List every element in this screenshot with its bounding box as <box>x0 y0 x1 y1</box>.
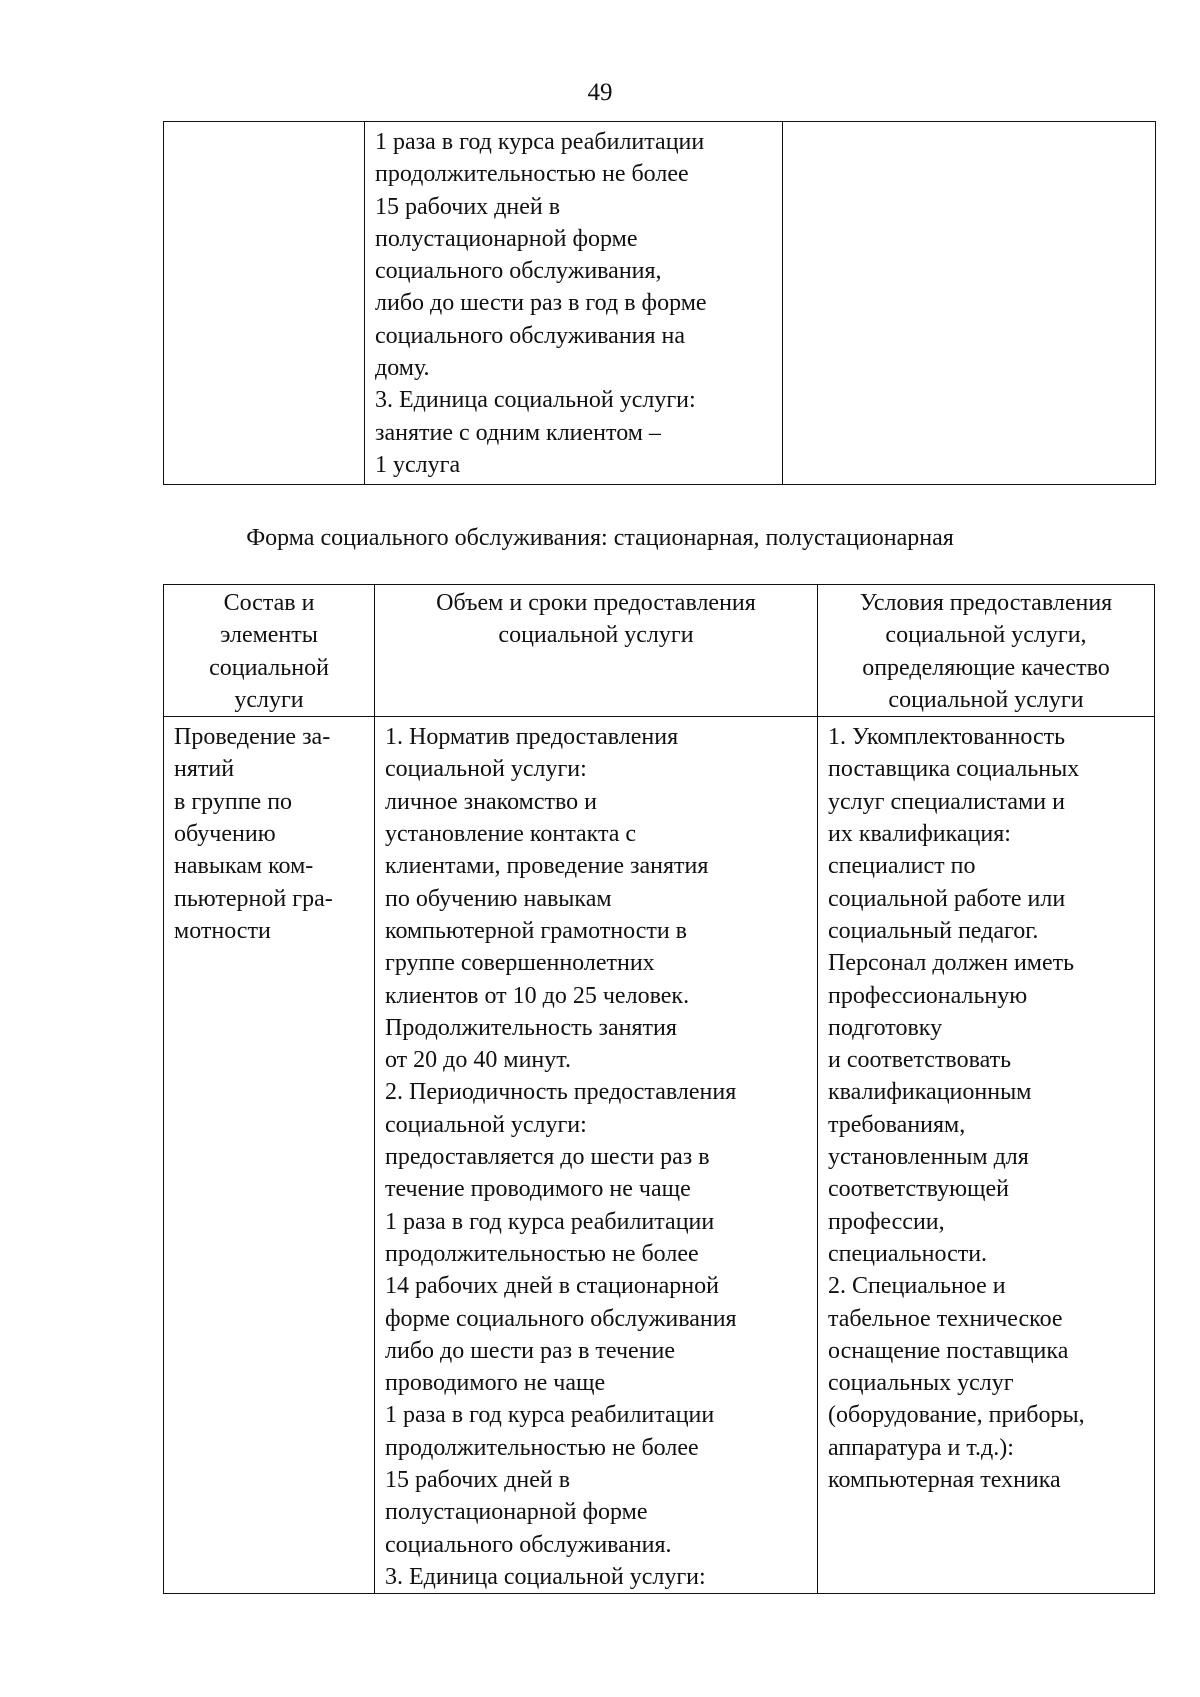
table-cell-service-name <box>164 717 375 1594</box>
table-cell-service-name <box>164 122 365 485</box>
table-row <box>164 122 1156 485</box>
cell-text: 1. Норматив предоставления социальной услуги: личное знакомство и установление контакта с клиентами, проведение занятия по обучению навыкам компьютерной грамотности в группе совершеннолетних клиентов от 10 до 25 человек. Продолжительность занятия от 20 до 40 минут. 2. Периодичность предоставления социальной услуги: предоставляется до шести раз в течение проводимого не чаще 1 раза в год курса реабилитации продолжительностью не более 14 рабочих дней в стационарной форме социального обслуживания либо до шести раз в течение проводимого не чаще 1 раза в год курса реабилитации продолжительностью не более 15 рабочих дней в полустационарной форме социального обслуживания. 3. Единица социальной услуги: <box>385 724 737 1590</box>
table-cell-volume-terms <box>365 122 783 485</box>
cell-text <box>783 122 1155 126</box>
table-row <box>164 717 1155 1594</box>
service-table <box>163 584 1155 1594</box>
table-cell-conditions <box>783 122 1156 485</box>
page-number: 49 <box>587 79 613 106</box>
cell-text: 1. Укомплектованность поставщика социальных услуг специалистами и их квалификация: специалист по социальной работе или социальный педагог. Персонал должен иметь профессиональную подготовку и соответствовать квалификационным требованиям, установленным для соответствующей профессии, специальности. 2. Специальное и табельное техническое оснащение поставщика социальных услуг (оборудование, приборы, аппаратура и т.д.): компьютерная техника <box>828 724 1085 1494</box>
cell-text: 1 раза в год курса реабилитации продолжительностью не более 15 рабочих дней в полустационарной форме социального обслуживания, либо до шести раз в год в форме социального обслуживания на дому. 3. Единица социальной услуги: занятие с одним клиентом – 1 услуга <box>375 129 707 478</box>
cell-text: Проведение за- нятий в группе по обучению навыкам ком- пьютерной гра- мотности <box>174 724 333 944</box>
table-header-row <box>164 585 1155 717</box>
header-text: Состав и элементы социальной услуги <box>209 590 329 713</box>
cell-text <box>164 122 364 126</box>
table-cell-volume-terms <box>375 717 818 1594</box>
section-caption: Форма социального обслуживания: стационарная, полустационарная <box>246 525 954 551</box>
header-text: Объем и сроки предоставления социальной услуги <box>436 590 756 649</box>
column-header-conditions <box>818 585 1155 717</box>
column-header-volume-terms <box>375 585 818 717</box>
table-cell-conditions <box>818 717 1155 1594</box>
header-text: Условия предоставления социальной услуги, определяющие качество социальной услуги <box>859 590 1113 713</box>
column-header-composition <box>164 585 375 717</box>
continuation-table <box>163 121 1156 485</box>
